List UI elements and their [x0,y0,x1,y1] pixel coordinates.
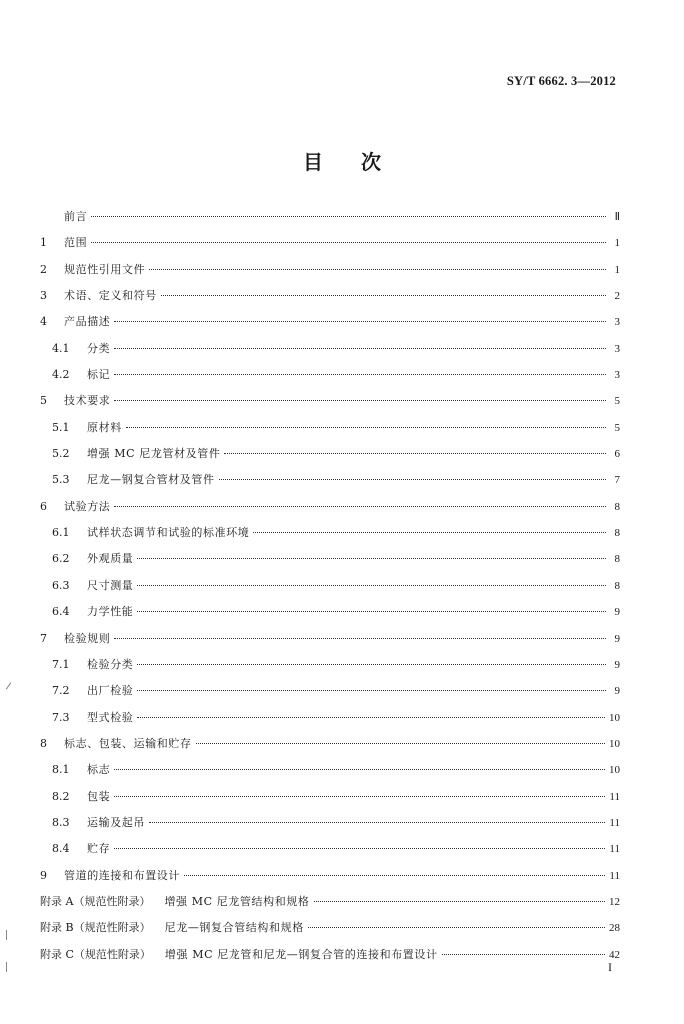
toc-entry-page: 3 [614,342,620,355]
toc-entry [40,815,620,841]
toc-entry [40,604,620,630]
toc-leader-dots [224,453,606,454]
toc-leader-dots [114,769,605,770]
toc-leader-dots [126,427,606,428]
toc-entry-page: 3 [614,369,620,382]
toc-entry-title: 检验分类 [87,657,134,671]
toc-entry-title: 外观质量 [87,552,134,566]
toc-entry-title: 技术要求 [64,394,111,408]
toc-entry-page: 2 [614,290,620,303]
toc-leader-dots [184,875,605,876]
toc-entry-title: 产品描述 [64,315,111,329]
toc-entry-page: 10 [609,764,620,777]
toc-entry [40,920,620,946]
toc-entry-page: 11 [609,843,620,856]
toc-entry-number: 9 [40,868,47,882]
toc-entry-page: Ⅱ [614,211,620,223]
toc-leader-dots [137,558,606,559]
toc-entry-page: 8 [614,500,620,513]
toc-entry [40,367,620,393]
toc-entry-title: 包装 [87,789,111,803]
toc-entry-number: 8.2 [52,789,70,803]
toc-entry-title: 范围 [64,236,88,250]
toc-entry-title: 型式检验 [87,710,134,724]
toc-entry-title: 前言 [64,210,88,223]
toc-entry [40,657,620,683]
toc-leader-dots [253,532,606,533]
toc-entry-number: 8.1 [52,763,70,777]
toc-entry-page: 5 [614,421,620,434]
toc-entry [40,736,620,762]
footer-page-number: I [608,960,612,974]
toc-leader-dots [91,242,606,243]
toc-entry [40,288,620,314]
toc-leader-dots [442,954,605,955]
toc-entry-page: 9 [614,632,620,645]
toc-entry [40,947,620,973]
toc-leader-dots [114,638,606,639]
toc-entry [40,578,620,604]
toc-entry [40,841,620,867]
toc-entry-title: 贮存 [87,842,111,856]
toc-entry-number: 4.2 [52,368,70,382]
toc-entry-number: 6.3 [52,578,70,592]
toc-entry [40,499,620,525]
toc-entry-title: 标志 [87,763,111,777]
toc-entry-number: 7 [40,631,47,645]
toc-entry-title: 尼龙—钢复合管材及管件 [87,473,215,487]
toc-entry [40,551,620,577]
toc-entry-page: 10 [609,711,620,724]
toc-entry-number: 8.4 [52,842,70,856]
toc-leader-dots [137,717,605,718]
toc-entry-title: 分类 [87,341,111,355]
toc-entry-page: 3 [614,316,620,329]
toc-entry-page: 8 [614,553,620,566]
toc-entry-page: 5 [614,395,620,408]
toc-leader-dots [114,506,606,507]
toc-entry-number: 5.2 [52,447,70,461]
toc-entry [40,868,620,894]
toc-leader-dots [149,269,606,270]
toc-entry-number: 6.2 [52,552,70,566]
toc-leader-dots [219,479,606,480]
toc-entry-number: 附录 C（规范性附录） [40,947,151,961]
toc-entry-title: 检验规则 [64,631,111,645]
toc-leader-dots [196,743,605,744]
toc-entry [40,262,620,288]
toc-entry [40,762,620,788]
toc-entry [40,683,620,709]
toc-entry-number: 2 [40,262,47,276]
toc-entry-page: 1 [614,263,620,276]
toc-entry-number: 5.3 [52,473,70,487]
toc-entry [40,894,620,920]
toc-leader-dots [91,216,606,217]
toc-entry-page: 12 [609,895,620,908]
toc-entry-title: 管道的连接和布置设计 [64,868,180,882]
toc-entry [40,393,620,419]
toc-entry [40,341,620,367]
toc-entry [40,472,620,498]
toc-entry-page: 11 [609,816,620,829]
toc-entry [40,710,620,736]
scan-artifact-mark [6,962,7,972]
toc-leader-dots [137,611,606,612]
toc-leader-dots [114,374,606,375]
toc-entry-title: 原材料 [87,420,122,434]
standard-number: SY/T 6662. 3—2012 [506,74,616,88]
toc-entry-page: 8 [614,579,620,592]
toc-entry-number: 8.3 [52,815,70,829]
toc-entry-page: 8 [614,527,620,540]
toc-entry-title: 出厂检验 [87,684,134,698]
toc-entry-page: 42 [609,948,620,961]
toc-entry-title: 增强 MC 尼龙管和尼龙—钢复合管的连接和布置设计 [164,947,438,961]
toc-entry-title: 试样状态调节和试验的标准环境 [87,526,250,540]
toc-entry-title: 尼龙—钢复合管结构和规格 [164,921,304,935]
toc-entry [40,314,620,340]
toc-entry-number: 4 [40,315,47,329]
page-title: 目次 [303,150,419,174]
toc-entry-number: 6.4 [52,605,70,619]
toc-entry-title: 规范性引用文件 [64,262,146,276]
toc-entry-number: 7.2 [52,684,70,698]
toc-entry [40,789,620,815]
toc-entry-page: 11 [609,790,620,803]
toc-entry [40,420,620,446]
toc-entry-number: 6 [40,499,47,513]
toc-leader-dots [114,400,606,401]
toc-entry [40,446,620,472]
toc-entry-number: 8 [40,736,47,750]
scan-artifact-mark [6,682,11,689]
toc-entry [40,235,620,261]
toc-leader-dots [114,796,605,797]
toc-entry-number: 7.1 [52,657,70,671]
toc-entry-title: 标志、包装、运输和贮存 [64,736,192,750]
toc-entry-number: 3 [40,289,47,303]
toc-entry-number: 1 [40,236,47,250]
toc-leader-dots [137,585,606,586]
toc-leader-dots [137,664,606,665]
toc-entry-title: 标记 [87,368,111,382]
toc-entry-number: 5 [40,394,47,408]
toc-entry-number: 5.1 [52,420,70,434]
toc-leader-dots [314,901,605,902]
toc-entry-title: 力学性能 [87,605,134,619]
toc-entry-page: 28 [609,922,620,935]
toc-leader-dots [149,822,605,823]
toc-entry-page: 9 [614,606,620,619]
toc-entry-number: 4.1 [52,341,70,355]
toc-leader-dots [137,690,606,691]
toc-entry [40,631,620,657]
toc-entry-page: 9 [614,685,620,698]
toc-entry-title: 增强 MC 尼龙管材及管件 [87,447,221,461]
toc-entry-page: 6 [614,448,620,461]
toc-entry-page: 11 [609,869,620,882]
toc-entry-number: 6.1 [52,526,70,540]
toc-entry-title: 尺寸测量 [87,578,134,592]
toc-entry-title: 试验方法 [64,499,111,513]
toc-entry [40,209,620,235]
toc-entry-title: 运输及起吊 [87,815,145,829]
scan-artifact-mark [6,930,7,940]
toc-entry [40,525,620,551]
toc-entry-page: 7 [614,474,620,487]
toc-entry-page: 9 [614,658,620,671]
toc-leader-dots [161,295,606,296]
toc-entry-page: 10 [609,737,620,750]
table-of-contents [40,209,620,973]
toc-entry-title: 增强 MC 尼龙管结构和规格 [164,894,310,908]
toc-entry-number: 附录 B（规范性附录） [40,921,151,935]
toc-entry-number: 7.3 [52,710,70,724]
toc-leader-dots [114,848,605,849]
toc-leader-dots [308,927,605,928]
toc-leader-dots [114,321,606,322]
toc-leader-dots [114,348,606,349]
toc-entry-number: 附录 A（规范性附录） [40,894,151,908]
toc-entry-title: 术语、定义和符号 [64,289,157,303]
toc-entry-page: 1 [614,237,620,250]
